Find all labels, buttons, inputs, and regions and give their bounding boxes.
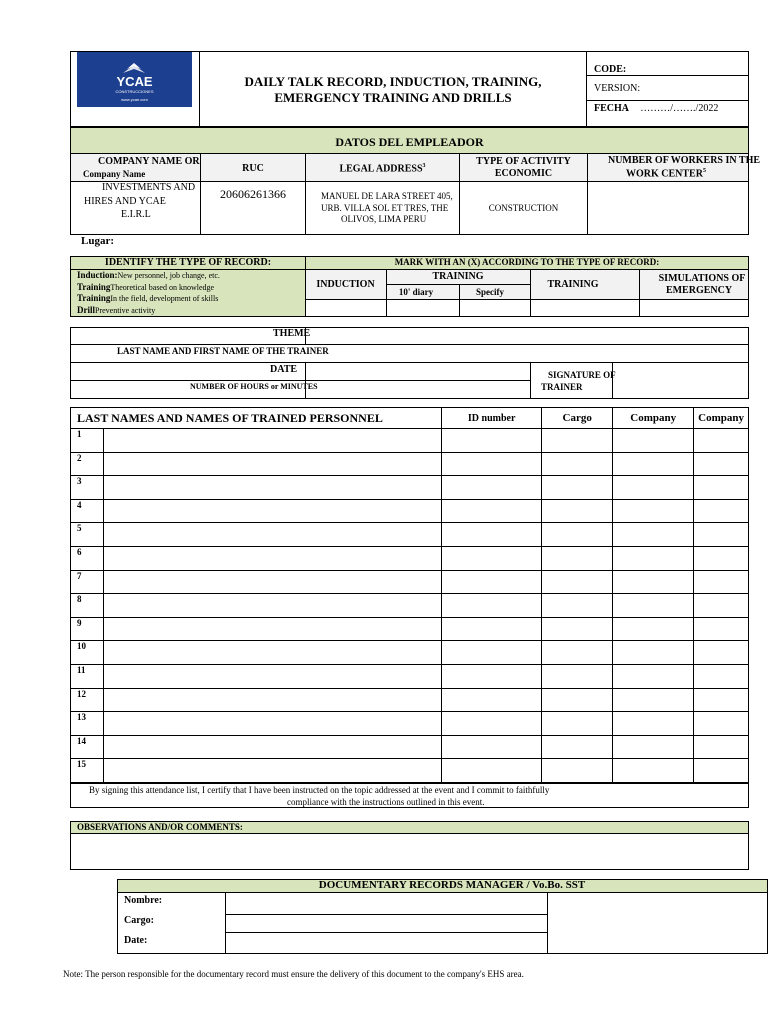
row-number: 10 [71,641,104,665]
table-row [71,641,749,665]
cargo-cell[interactable] [542,759,613,783]
table-row [71,688,749,712]
name-cell[interactable] [104,476,442,500]
meta-line-2 [586,100,749,101]
company-cell[interactable] [694,759,749,783]
name-cell[interactable] [104,546,442,570]
cargo-cell[interactable] [542,735,613,759]
col-divider [530,269,531,317]
logo-text: YCAE [116,74,153,89]
row-number: 6 [71,546,104,570]
cargo-cell[interactable] [542,641,613,665]
name-cell[interactable] [104,735,442,759]
company-cell[interactable] [613,570,694,594]
row-number: 1 [71,429,104,453]
col-workers-sup: 5 [702,168,706,174]
footer-note: Note: The person responsible for the documentary record must ensure the delivery of this document to the company's EHS area. [63,969,524,979]
table-row [71,476,749,500]
company-cell[interactable] [694,429,749,453]
table-row [71,735,749,759]
name-cell[interactable] [104,499,442,523]
col-diary: 10' diary [398,287,434,297]
row-number: 14 [71,735,104,759]
meta-divider [586,51,587,127]
company-cell[interactable] [694,452,749,476]
id-cell[interactable] [442,735,542,759]
activity-value: CONSTRUCTION [488,203,559,213]
name-cell[interactable] [104,641,442,665]
date-input[interactable] [306,363,530,380]
cargo-cell[interactable] [542,476,613,500]
record-desc: Theoretical based on knowledge [110,283,215,292]
cargo-cell[interactable] [542,712,613,736]
col-workers-2 [626,168,706,179]
table-row [71,594,749,618]
company-cell[interactable] [613,523,694,547]
address-line1: MANUEL DE LARA STREET 405, [321,191,453,201]
manager-date-label: Date: [124,935,148,946]
record-item-drill [77,305,155,315]
col-simulations-2: EMERGENCY [665,285,733,296]
name-cell[interactable] [104,617,442,641]
manager-title: DOCUMENTARY RECORDS MANAGER / Vo.Bo. SST [318,879,586,891]
col-workers-1: NUMBER OF WORKERS IN THE [607,155,761,166]
record-desc: Preventive activity [95,306,156,315]
row-number: 13 [71,712,104,736]
name-cell[interactable] [104,594,442,618]
signature-label-1: SIGNATURE OF [548,370,616,380]
col-company-name: COMPANY NAME OR [98,156,200,167]
row-number: 4 [71,499,104,523]
record-term: Drill [77,305,95,315]
cargo-cell[interactable] [542,499,613,523]
name-cell[interactable] [104,712,442,736]
company-name-line1: INVESTMENTS AND [102,182,196,193]
manager-cargo-label: Cargo: [124,915,154,926]
cargo-cell[interactable] [542,688,613,712]
col-training: TRAINING [432,271,484,282]
company-cell[interactable] [613,735,694,759]
table-row [71,570,749,594]
id-cell[interactable] [442,476,542,500]
row-number: 15 [71,759,104,783]
col-company-2: Company [694,408,749,429]
col-company-name-sub: Company Name [83,169,146,179]
table-row [71,499,749,523]
training-subheader-line [386,284,531,285]
address-line3: OLIVOS, LIMA PERU [341,214,427,224]
company-cell[interactable] [694,523,749,547]
name-cell[interactable] [104,429,442,453]
id-cell[interactable] [442,499,542,523]
col-specify: Specify [476,287,504,297]
manager-cargo-input[interactable] [226,915,547,932]
table-row [71,452,749,476]
address-line2: URB. VILLA SOL ET TRES, THE [321,203,449,213]
id-cell[interactable] [442,759,542,783]
lugar-label: Lugar: [81,235,114,247]
id-cell[interactable] [442,570,542,594]
row-number: 9 [71,617,104,641]
id-cell[interactable] [442,688,542,712]
record-item-training-field [77,293,218,303]
name-cell[interactable] [104,759,442,783]
table-row [71,712,749,736]
hours-label: NUMBER OF HOURS or MINUTES [190,382,318,391]
record-term: Induction: [77,270,118,280]
cargo-cell[interactable] [542,546,613,570]
company-cell[interactable] [613,429,694,453]
id-cell[interactable] [442,546,542,570]
doc-title-line1: DAILY TALK RECORD, INDUCTION, TRAINING, [244,74,542,89]
ruc-value: 20606261366 [220,187,286,201]
company-name-line2: HIRES AND YCAE [84,196,166,207]
table-row [71,617,749,641]
company-name-line3: E.I.R.L [121,209,151,220]
personnel-table [70,407,749,783]
name-cell[interactable] [104,664,442,688]
col-cargo: Cargo [542,408,613,429]
col-activity-2: ECONOMIC [494,168,553,179]
fecha-label: FECHA [594,103,629,114]
company-cell[interactable] [613,546,694,570]
col-simulations-1: SIMULATIONS OF [658,273,746,284]
col-ruc: RUC [242,163,264,174]
manager-nombre-input[interactable] [226,893,547,914]
col-activity-1: TYPE OF ACTIVITY [476,156,571,167]
code-label: CODE: [594,64,627,75]
company-cell[interactable] [613,712,694,736]
observations-title: OBSERVATIONS AND/OR COMMENTS: [77,822,243,832]
cargo-cell[interactable] [542,664,613,688]
manager-nombre-label: Nombre: [124,895,163,906]
table-row [71,759,749,783]
employer-title-text: DATOS DEL EMPLEADOR [335,135,484,149]
company-cell[interactable] [694,617,749,641]
col-induction: INDUCTION [316,279,375,290]
table-row [71,664,749,688]
meta-line-1 [586,75,749,76]
company-cell[interactable] [613,452,694,476]
logo [77,52,192,107]
logo-url: www.ycae.com [121,97,148,102]
row-line [70,344,749,345]
row-number: 11 [71,664,104,688]
cargo-cell[interactable] [542,570,613,594]
theme-input[interactable] [306,328,748,344]
col-divider [530,362,531,399]
mark-record-title: MARK WITH AN (X) ACCORDING TO THE TYPE OF RECORD: [394,257,660,267]
company-cell[interactable] [613,759,694,783]
doc-title-line2: EMERGENCY TRAINING AND DRILLS [274,90,512,105]
company-cell[interactable] [613,617,694,641]
col-divider [587,153,588,235]
trainer-name-label: LAST NAME AND FIRST NAME OF THE TRAINER [117,346,329,356]
col-personnel-names: LAST NAMES AND NAMES OF TRAINED PERSONNEL [71,408,442,429]
cargo-cell[interactable] [542,594,613,618]
company-cell[interactable] [613,688,694,712]
table-row [71,523,749,547]
company-cell[interactable] [694,712,749,736]
col-workers-2-text: WORK CENTER [626,168,703,180]
date-label: DATE [270,364,298,375]
observations-input[interactable] [70,833,749,870]
company-cell[interactable] [694,476,749,500]
col-id-number: ID number [442,408,542,429]
company-cell[interactable] [694,641,749,665]
record-term: Training [77,293,111,303]
row-number: 5 [71,523,104,547]
col-training-2: TRAINING [547,279,599,290]
record-term: Training [77,282,111,292]
company-cell[interactable] [613,476,694,500]
fecha-value: : ………/……./2022 [625,103,719,114]
company-cell[interactable] [694,546,749,570]
row-number: 8 [71,594,104,618]
manager-date-input[interactable] [226,933,547,953]
company-cell[interactable] [613,594,694,618]
row-number: 3 [71,476,104,500]
id-cell[interactable] [442,617,542,641]
id-cell[interactable] [442,523,542,547]
id-cell[interactable] [442,664,542,688]
name-cell[interactable] [104,452,442,476]
company-cell[interactable] [694,664,749,688]
table-row [71,429,749,453]
col-legal-address [306,163,459,174]
cargo-cell[interactable] [542,617,613,641]
certification-line2: compliance with the instructions outlined in this event. [287,797,485,807]
col-legal-address-text: LEGAL ADDRESS [339,163,423,175]
col-legal-address-sup: 3 [422,163,426,169]
company-cell[interactable] [613,499,694,523]
id-cell[interactable] [442,712,542,736]
identify-record-title: IDENTIFY THE TYPE OF RECORD: [104,257,272,268]
logo-subtext: CONSTRUCCIONES [115,89,154,94]
manager-signature-area[interactable] [548,893,767,953]
theme-label: THEME [273,328,311,339]
signature-label-2: TRAINER [541,382,583,392]
cargo-cell[interactable] [542,523,613,547]
id-cell[interactable] [442,594,542,618]
company-cell[interactable] [613,664,694,688]
id-cell[interactable] [442,641,542,665]
name-cell[interactable] [104,523,442,547]
personnel-header-row [71,408,749,429]
id-cell[interactable] [442,429,542,453]
row-line [70,380,531,381]
record-desc: In the field, development of skills [110,294,219,303]
certification-line1: By signing this attendance list, I certify that I have been instructed on the topic addressed at the event and I commit to faithfully [89,785,550,795]
company-cell[interactable] [694,688,749,712]
row-number: 2 [71,452,104,476]
col-company-1: Company [613,408,694,429]
row-number: 12 [71,688,104,712]
mark-input-row[interactable] [305,299,749,317]
record-item-induction [77,270,220,280]
company-cell[interactable] [694,499,749,523]
cargo-cell[interactable] [542,429,613,453]
table-row [71,546,749,570]
company-cell[interactable] [694,594,749,618]
cargo-cell[interactable] [542,452,613,476]
company-cell[interactable] [694,735,749,759]
record-item-training-theory [77,282,214,292]
company-cell[interactable] [694,570,749,594]
row-number: 7 [71,570,104,594]
signature-input[interactable] [613,363,748,399]
name-cell[interactable] [104,688,442,712]
record-desc: New personnel, job change, etc. [117,271,220,280]
name-cell[interactable] [104,570,442,594]
company-cell[interactable] [613,641,694,665]
version-label: VERSION: [594,83,641,94]
id-cell[interactable] [442,452,542,476]
